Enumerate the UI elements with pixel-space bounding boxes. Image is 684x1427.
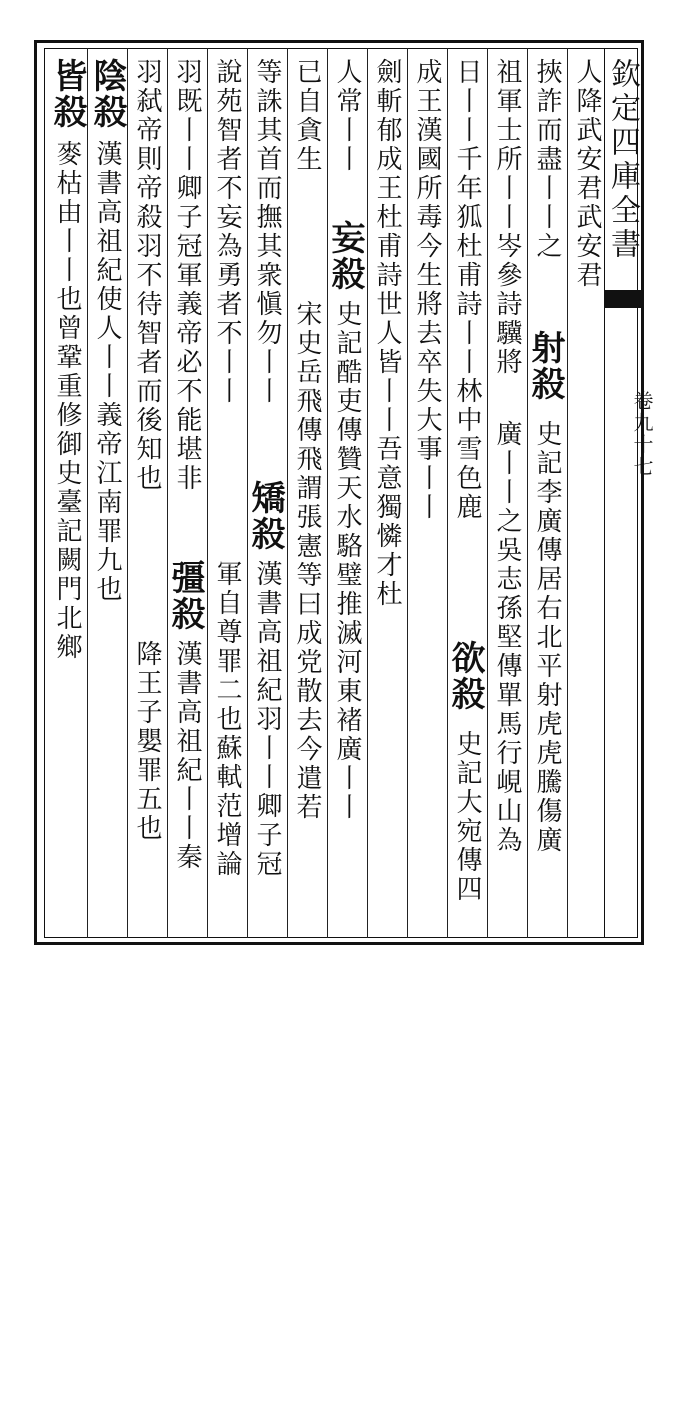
text-column: 麥枯由丨丨也曾鞏重修御史臺記闕門北鄉 [52,140,82,662]
text-column: 羽弑帝則帝殺羽不待智者而後知也 [132,58,162,493]
column-rule [367,48,368,938]
text-column: 已自貪生 [292,58,322,174]
headword-yin-sha: 陰殺 [87,58,127,130]
text-column: 挾詐而盡丨丨之 [532,58,562,261]
headword-jiao-sha: 矯殺 [245,480,285,552]
headword-she-sha: 射殺 [525,330,565,402]
text-column: 成王漢國所毒今生將去卒失大事丨丨 [412,58,442,522]
text-column: 人常丨丨 [332,58,362,174]
text-column: 祖軍士所丨丨岑參詩驥將 [492,58,522,377]
column-rule [527,48,528,938]
text-column: 漢書高祖紀丨丨秦 [172,640,202,872]
column-rule [127,48,128,938]
column-rule [207,48,208,938]
column-rule [447,48,448,938]
headword-yu-sha: 欲殺 [445,640,485,712]
column-rule [167,48,168,938]
text-column: 人降武安君武安君 [572,58,602,290]
headword-wang-sha: 妄殺 [325,220,365,292]
text-column: 漢書高祖紀使人丨丨義帝江南罪九也 [92,140,122,604]
fish-tail-mark [604,290,644,308]
column-rule [287,48,288,938]
text-column: 宋史岳飛傳飛謂張憲等曰成党散去今遣若 [292,300,322,822]
text-column: 降王子嬰罪五也 [132,640,162,843]
headword-jiang-sha: 彊殺 [165,560,205,632]
column-rule [487,48,488,938]
text-column: 等誅其首而撫其衆愼勿丨丨 [252,58,282,406]
text-column: 史記大宛傳四 [452,730,482,904]
text-column: 史記酷吏傳贊天水駱璧推滅河東褚廣丨丨 [332,300,362,822]
text-column: 劍斬郁成王杜甫詩世人皆丨丨吾意獨憐才杜 [372,58,402,609]
library-title: 欽定四庫全書 [605,58,640,262]
text-column: 日丨丨千年狐杜甫詩丨丨林中雪色鹿 [452,58,482,522]
column-rule [567,48,568,938]
text-column: 史記李廣傳居右北平射虎虎騰傷廣 [532,420,562,855]
volume-number: 卷九十七 [630,390,654,478]
column-rule [87,48,88,938]
column-rule [327,48,328,938]
headword-jie-sha: 皆殺 [47,58,87,130]
text-column: 羽既丨丨卿子冠軍義帝必不能堪非 [172,58,202,493]
text-column: 廣丨丨之吳志孫堅傳單馬行峴山為 [492,420,522,855]
text-column: 漢書高祖紀羽丨丨卿子冠 [252,560,282,879]
text-column: 軍自尊罪二也蘇軾范增論 [212,560,242,879]
text-column: 說苑智者不妄為勇者不丨丨 [212,58,242,406]
column-rule [407,48,408,938]
